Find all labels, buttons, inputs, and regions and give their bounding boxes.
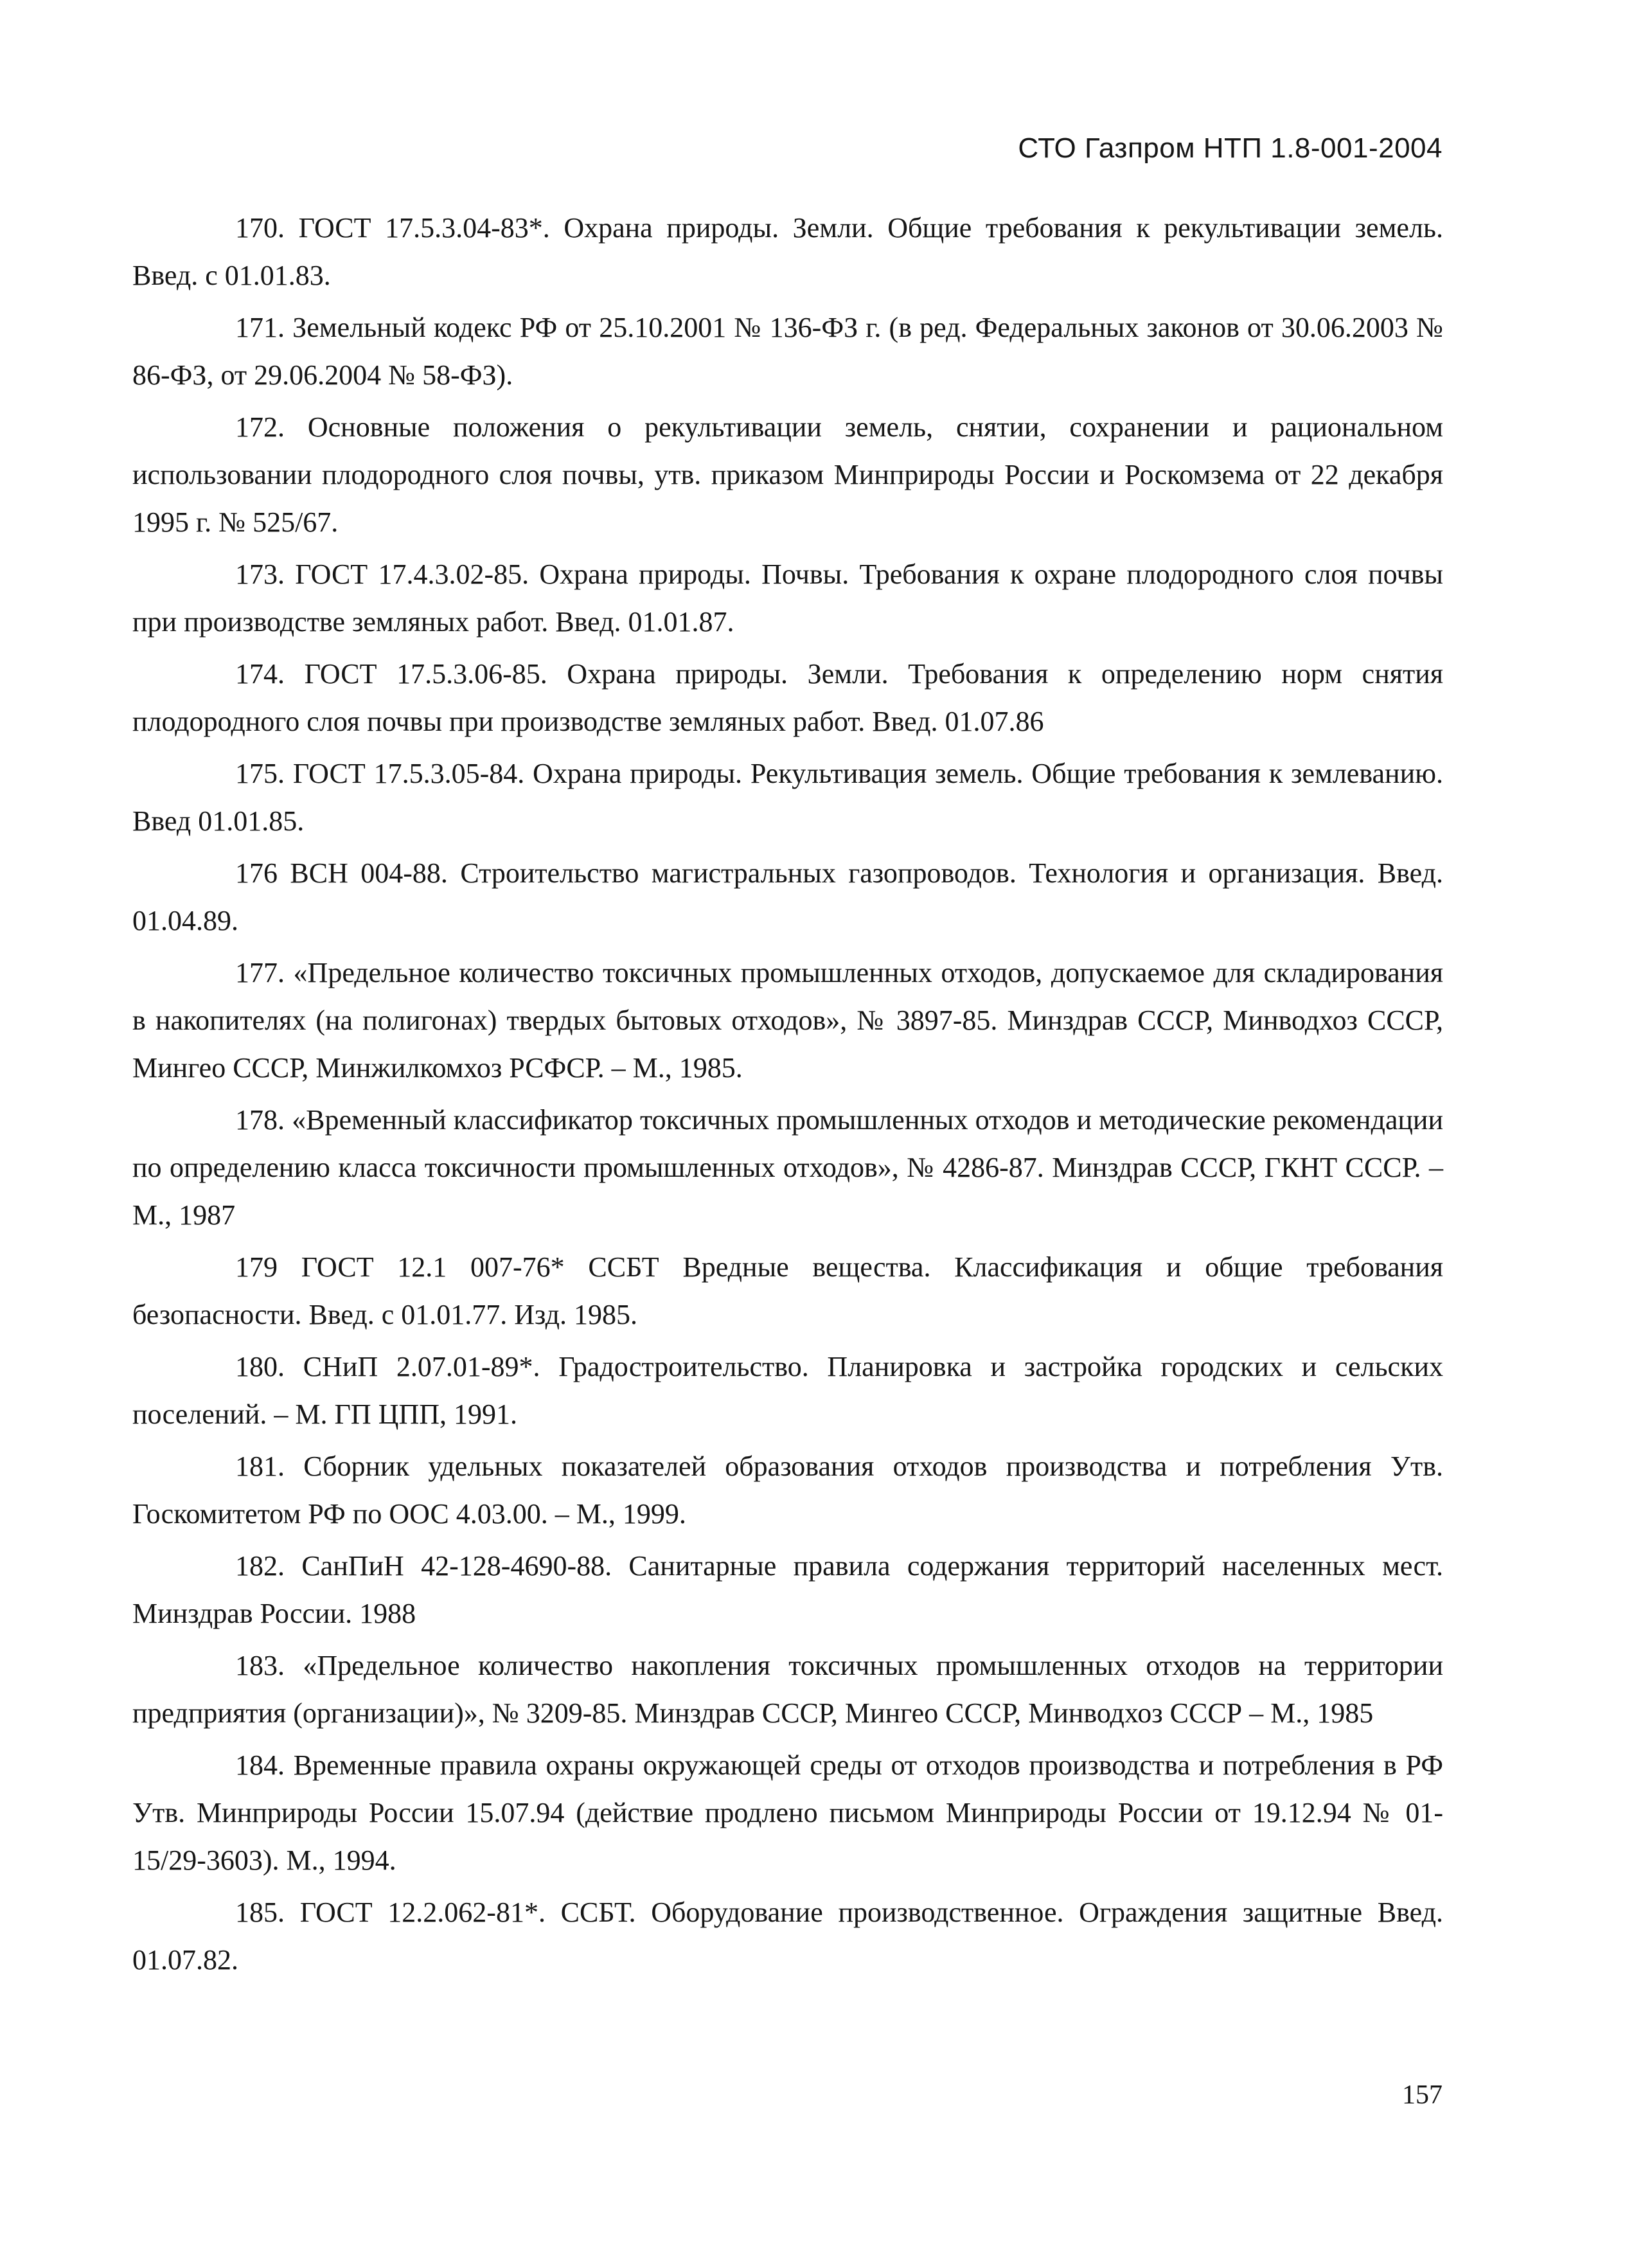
- reference-entry-179: 179 ГОСТ 12.1 007-76* ССБТ Вредные вещества. Классификация и общие требования безопасности. Введ. с 01.01.77. Изд. 1985.: [132, 1251, 1443, 1330]
- reference-entry-182: 182. СанПиН 42-128-4690-88. Санитарные правила содержания территорий населенных мест. Минздрав России. 1988: [132, 1550, 1443, 1629]
- reference-entry-173: 173. ГОСТ 17.4.3.02-85. Охрана природы. Почвы. Требования к охране плодородного слоя почвы при производстве земляных работ. Введ. 01.01.87.: [132, 558, 1443, 638]
- reference-entry-170: 170. ГОСТ 17.5.3.04-83*. Охрана природы. Земли. Общие требования к рекультивации земель. Введ. с 01.01.83.: [132, 212, 1443, 291]
- reference-entry-175: 175. ГОСТ 17.5.3.05-84. Охрана природы. Рекультивация земель. Общие требования к землеванию. Введ 01.01.85.: [132, 758, 1443, 837]
- reference-entry-176: 176 ВСН 004-88. Строительство магистральных газопроводов. Технология и организация. Введ. 01.04.89.: [132, 857, 1443, 936]
- reference-entry-181: 181. Сборник удельных показателей образования отходов производства и потребления Утв. Госкомитетом РФ по ООС 4.03.00. – М., 1999.: [132, 1451, 1443, 1530]
- reference-entry-172: 172. Основные положения о рекультивации земель, снятии, сохранении и рациональном использовании плодородного слоя почвы, утв. приказом Минприроды России и Роскомзема от 22 декабря 1995 г. № 525/67.: [132, 411, 1443, 538]
- reference-entry-178: 178. «Временный классификатор токсичных промышленных отходов и методические рекомендации по определению класса токсичности промышленных отходов», № 4286-87. Минздрав СССР, ГКНТ СССР. – М., 1987: [132, 1104, 1443, 1231]
- reference-entry-180: 180. СНиП 2.07.01-89*. Градостроительство. Планировка и застройка городских и сельских поселений. – М. ГП ЦПП, 1991.: [132, 1351, 1443, 1430]
- reference-entry-174: 174. ГОСТ 17.5.3.06-85. Охрана природы. Земли. Требования к определению норм снятия плодородного слоя почвы при производстве земляных работ. Введ. 01.07.86: [132, 658, 1443, 737]
- page-number: 157: [1402, 2080, 1443, 2110]
- reference-entry-171: 171. Земельный кодекс РФ от 25.10.2001 № 136-ФЗ г. (в ред. Федеральных законов от 30.06.2003 № 86-ФЗ, от 29.06.2004 № 58-ФЗ).: [132, 312, 1443, 391]
- reference-list: [132, 204, 1443, 1988]
- reference-entry-185: 185. ГОСТ 12.2.062-81*. ССБТ. Оборудование производственное. Ограждения защитные Введ. 01.07.82.: [132, 1897, 1443, 1976]
- reference-entry-177: 177. «Предельное количество токсичных промышленных отходов, допускаемое для складирования в накопителях (на полигонах) твердых бытовых отходов», № 3897-85. Минздрав СССР, Минводхоз СССР, Мингео СССР, Минжилкомхоз РСФСР. – М., 1985.: [132, 957, 1443, 1084]
- reference-entry-184: 184. Временные правила охраны окружающей среды от отходов производства и потребления в РФ Утв. Минприроды России 15.07.94 (действие продлено письмом Минприроды России от 19.12.94 № 01-15/29-3603). М., 1994.: [132, 1749, 1443, 1876]
- document-header-code: СТО Газпром НТП 1.8-001-2004: [1018, 132, 1443, 164]
- reference-entry-183: 183. «Предельное количество накопления токсичных промышленных отходов на территории предприятия (организации)», № 3209-85. Минздрав СССР, Мингео СССР, Минводхоз СССР – М., 1985: [132, 1650, 1443, 1729]
